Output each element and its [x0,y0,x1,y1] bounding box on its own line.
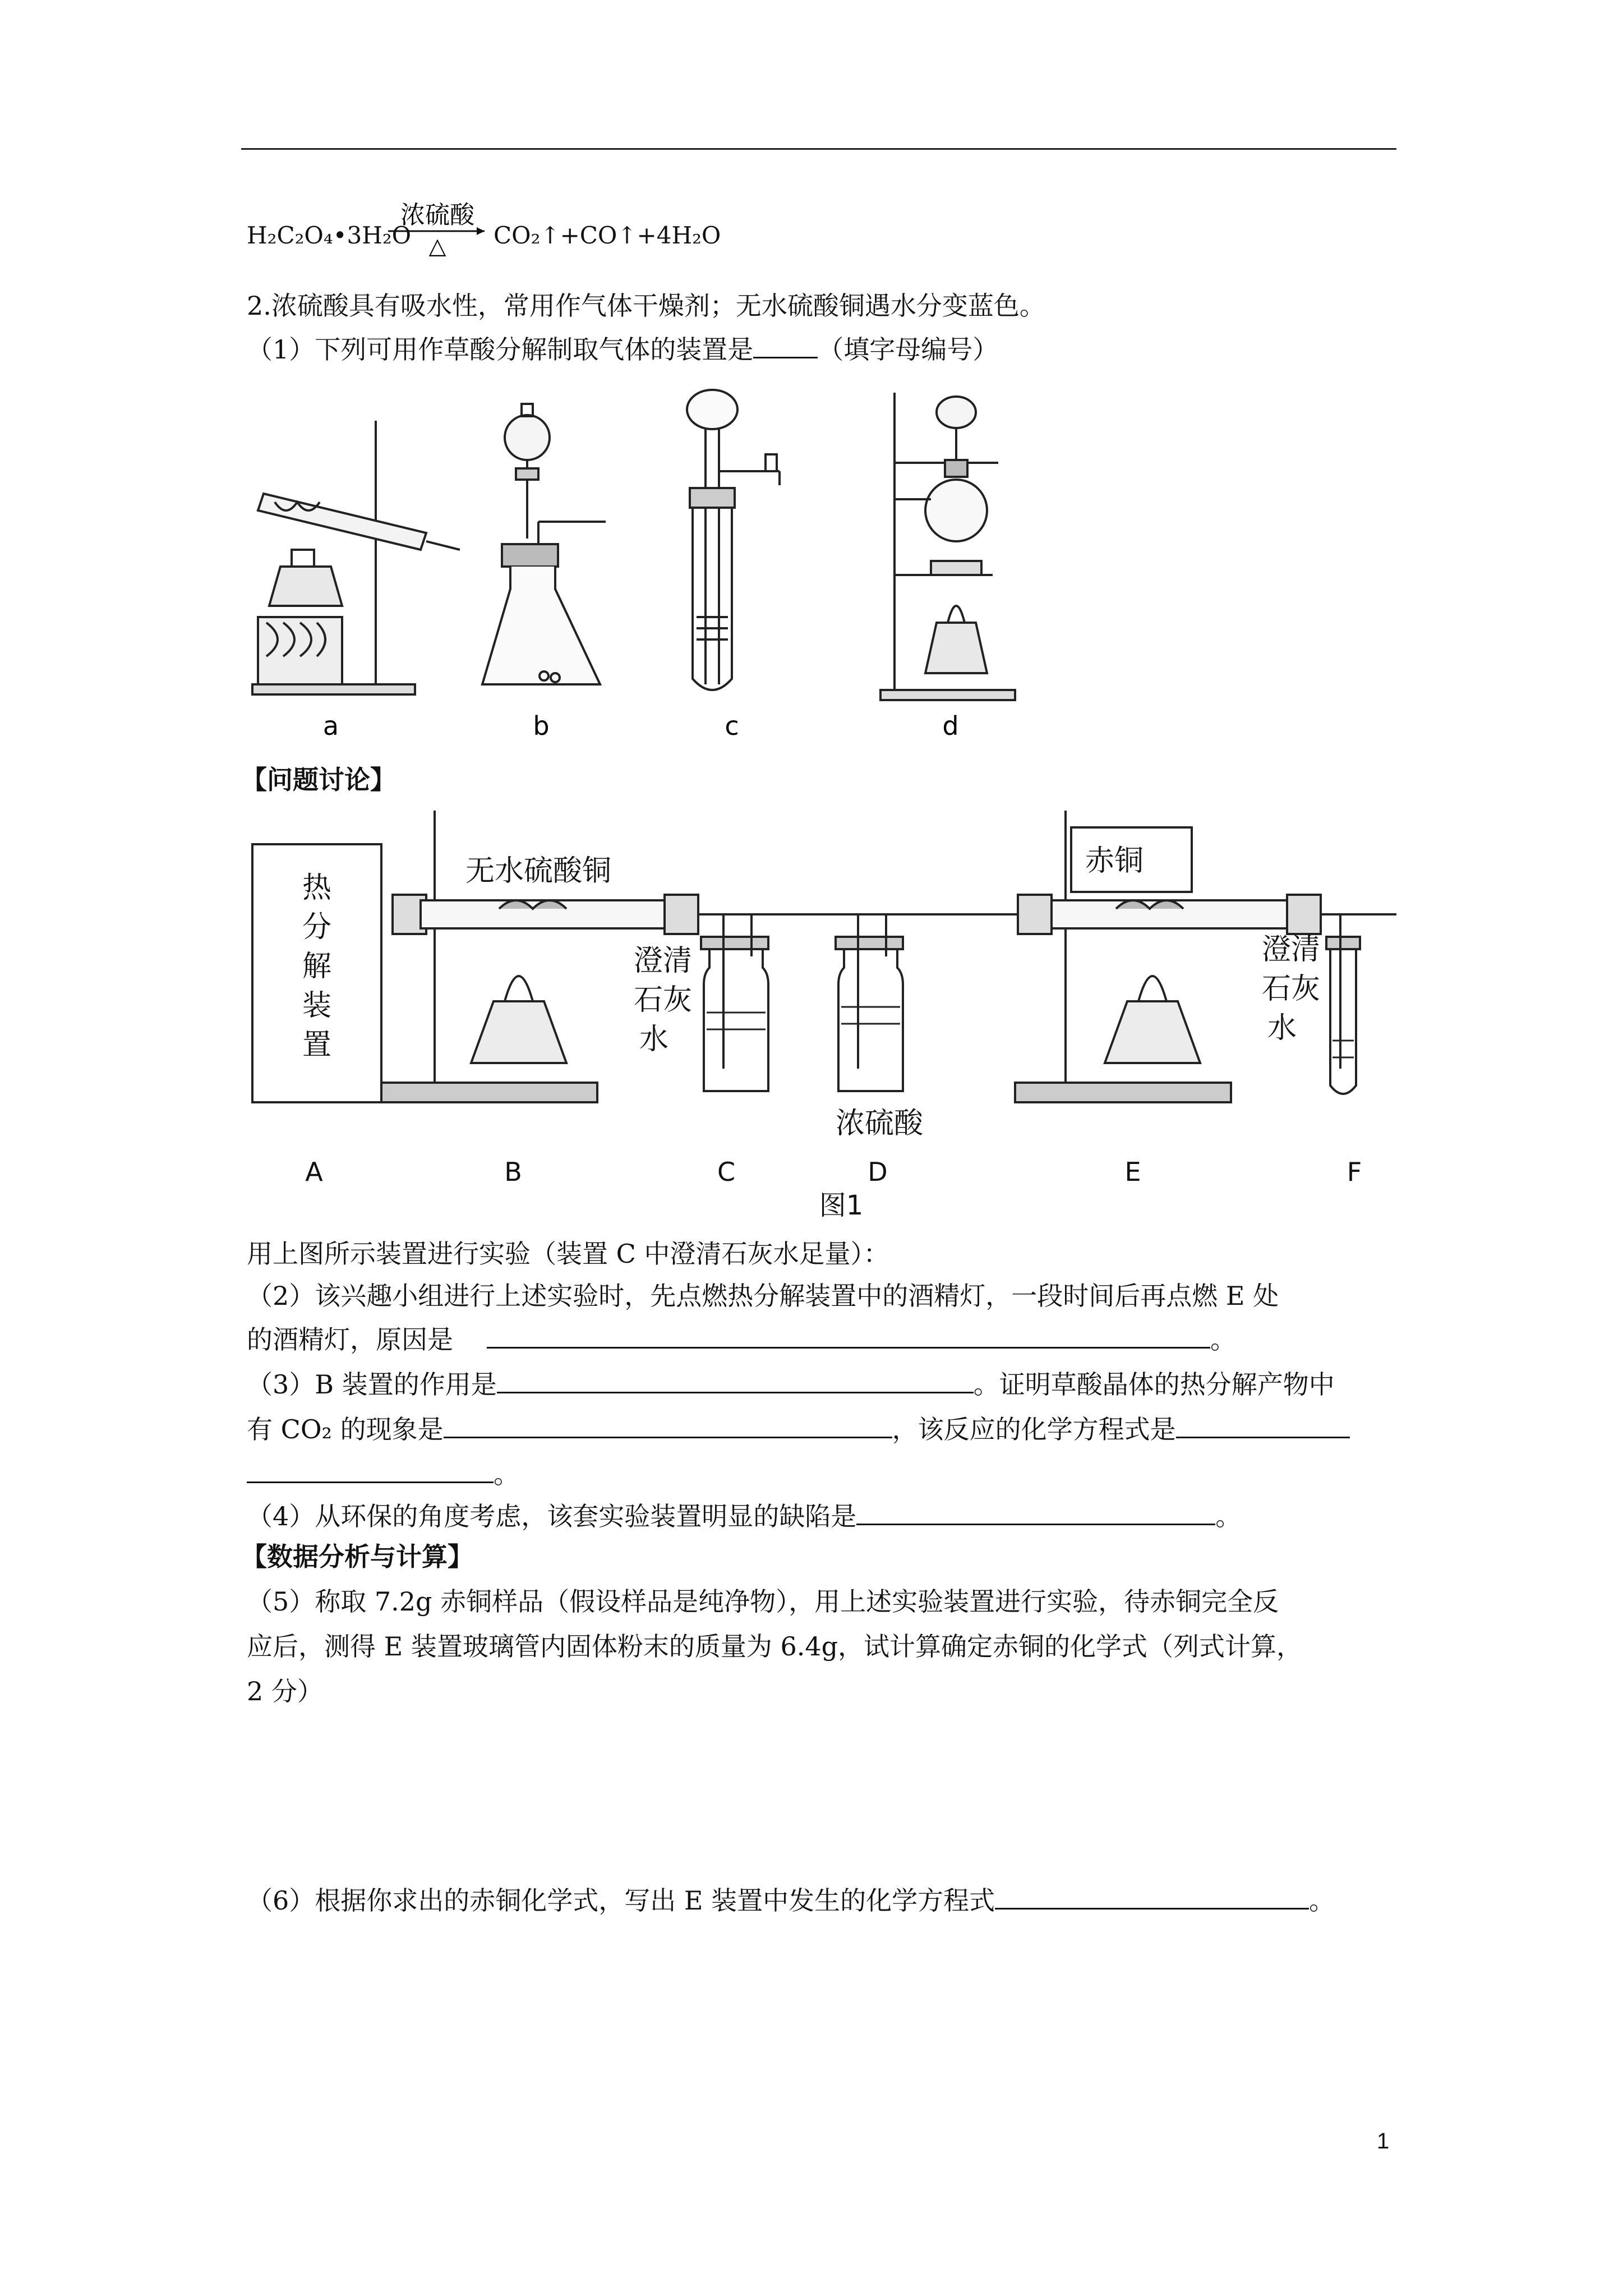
page-number: 1 [1377,2129,1390,2154]
label-anhydrous-copper-sulfate: 无水硫酸铜 [465,854,612,888]
q2-suffix: 。 [1210,1324,1236,1355]
label-d: d [942,711,959,741]
q3-answer-blank-3[interactable] [1176,1405,1350,1438]
label-a: a [322,711,339,741]
q3-answer-blank-4[interactable] [247,1450,494,1483]
label-limewater-C-3: 水 [639,1023,669,1056]
figure-1-caption: 图1 [819,1190,864,1220]
q3-line2-mid: ，该反应的化学方程式是 [892,1414,1176,1444]
apparatus-a [252,421,460,694]
label-concentrated-sulfuric-acid: 浓硫酸 [836,1107,924,1140]
q1-suffix: （填字母编号） [818,334,999,365]
q4-suffix: 。 [1215,1501,1242,1531]
q3-answer-blank-1[interactable] [497,1360,974,1393]
q5-line-2: 应后，测得 E 装置玻璃管内固体粉末的质量为 6.4g，试计算确定赤铜的化学式（列式计算， [247,1631,1303,1662]
q3-line-3 [247,1450,519,1497]
letter-D: D [868,1157,888,1187]
q3-line3-suffix: 。 [494,1459,519,1489]
q4-line [247,1492,1241,1539]
q3-prefix: （3）B 装置的作用是 [247,1369,497,1400]
q2-line-2 [247,1315,1236,1362]
q3-mid: 。证明草酸晶体的热分解产物中 [973,1369,1335,1400]
box-A-char-1: 热 [302,871,332,905]
reaction-condition-arrow [387,196,488,258]
q1-answer-blank[interactable] [753,325,818,358]
q3-line-2 [247,1405,1350,1452]
section-data-analysis: 【数据分析与计算】 [241,1542,473,1572]
apparatus-options-figure [241,381,1038,752]
header-rule [241,148,1396,150]
q4-answer-blank[interactable] [856,1492,1215,1525]
letter-C: C [717,1157,736,1187]
q5-line-3: 2 分） [247,1676,323,1706]
label-limewater-F-3: 水 [1267,1011,1297,1045]
q3-answer-blank-2[interactable] [444,1405,892,1438]
condition-bottom: △ [428,233,446,258]
label-limewater-C-1: 澄清 [634,944,693,978]
label-limewater-F-2: 石灰 [1262,972,1321,1006]
equation-reactant: H₂C₂O₄•3H₂O [247,222,412,249]
label-limewater-C-2: 石灰 [634,983,693,1017]
apparatus-b [482,404,606,684]
label-chitong: 赤铜 [1085,844,1144,878]
letter-F: F [1347,1157,1362,1187]
q6-suffix: 。 [1309,1885,1335,1916]
box-A-char-4: 装 [302,989,332,1023]
q2-answer-blank[interactable] [487,1315,1210,1349]
q6-prefix: （6）根据你求出的赤铜化学式，写出 E 装置中发生的化学方程式 [247,1885,995,1916]
q3-line2-prefix: 有 CO₂ 的现象是 [247,1414,444,1444]
note-2: 2.浓硫酸具有吸水性，常用作气体干燥剂；无水硫酸铜遇水分变蓝色。 [247,291,1045,321]
equation-products-text: CO₂↑+CO↑+4H₂O [494,222,721,249]
box-A-char-2: 分 [302,910,332,944]
apparatus-d [880,393,1015,700]
figure-1-apparatus [241,799,1413,1220]
usage-line: 用上图所示装置进行实验（装置 C 中澄清石灰水足量）： [247,1239,889,1269]
apparatus-c [687,390,780,690]
box-A-char-3: 解 [302,950,332,983]
q2-prefix: 的酒精灯，原因是 [247,1324,453,1355]
letter-A: A [305,1157,323,1187]
q5-line-1: （5）称取 7.2g 赤铜样品（假设样品是纯净物），用上述实验装置进行实验，待赤铜完全反 [247,1586,1279,1617]
letter-E: E [1124,1157,1141,1187]
q3-line-1 [247,1360,1335,1407]
q6-answer-blank[interactable] [995,1876,1309,1910]
question-1 [247,325,998,372]
label-c: c [725,711,739,741]
section-discussion: 【问题讨论】 [241,765,396,795]
condition-top: 浓硫酸 [400,201,474,229]
q1-prefix: （1）下列可用作草酸分解制取气体的装置是 [247,334,754,365]
q2-line-1: （2）该兴趣小组进行上述实验时，先点燃热分解装置中的酒精灯，一段时间后再点燃 E 处 [247,1281,1279,1311]
q4-prefix: （4）从环保的角度考虑，该套实验装置明显的缺陷是 [247,1501,857,1531]
label-b: b [533,711,550,741]
box-A-char-5: 置 [302,1028,332,1062]
label-limewater-F-1: 澄清 [1262,933,1321,967]
equation-products [494,213,721,258]
q6-line [247,1876,1335,1923]
letter-B: B [504,1157,522,1187]
